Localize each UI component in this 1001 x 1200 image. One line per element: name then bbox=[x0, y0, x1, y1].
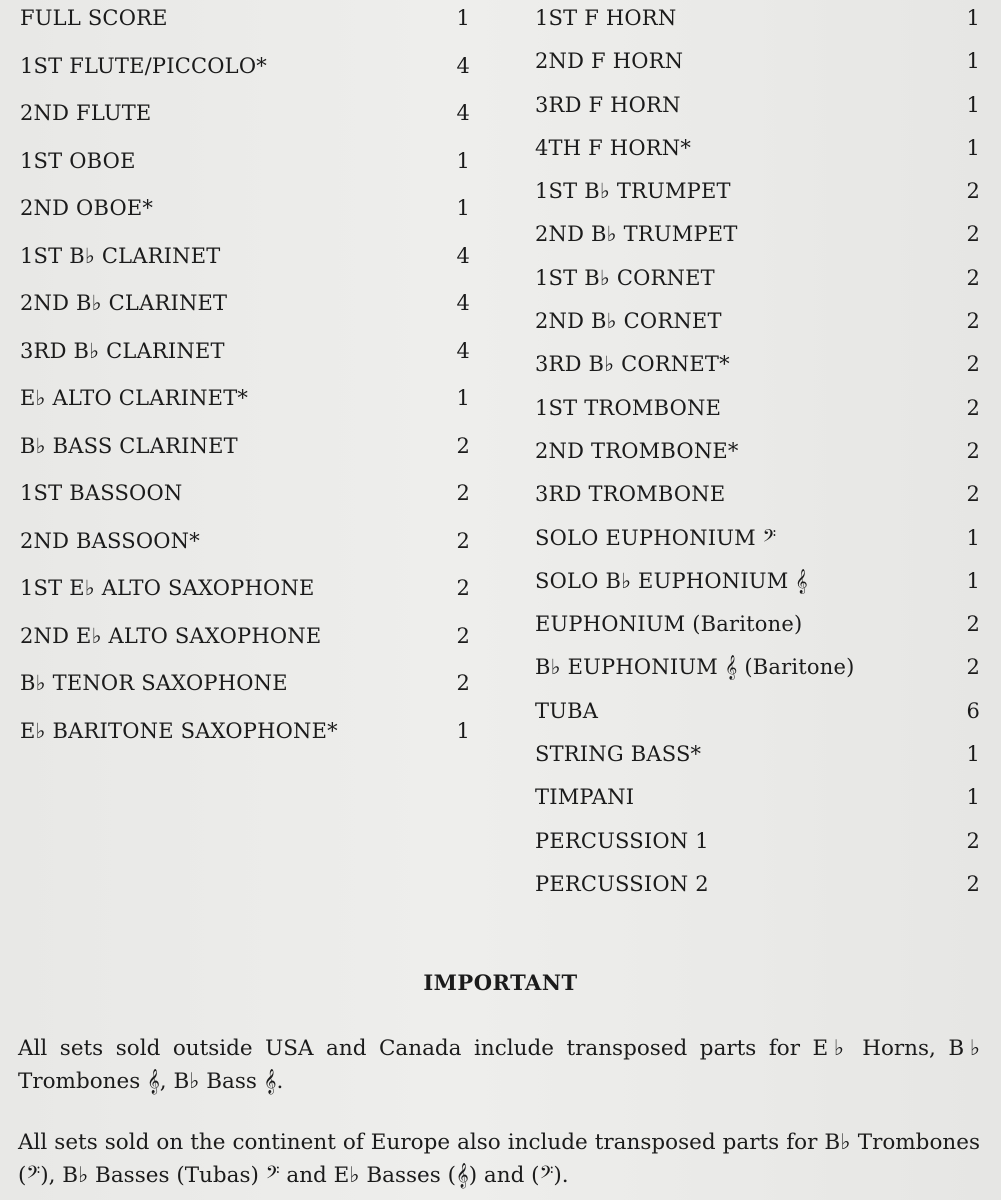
part-quantity: 2 bbox=[456, 671, 470, 695]
important-heading: IMPORTANT bbox=[423, 970, 578, 995]
notice-paragraph-2: All sets sold on the continent of Europe also include transposed parts for B♭ Trombones (𝄢), B♭ Basses (Tubas) 𝄢 and E♭ Basses (𝄞) and (𝄢). bbox=[18, 1130, 980, 1188]
part-row bbox=[20, 624, 470, 672]
part-name: FULL SCORE bbox=[20, 6, 168, 30]
part-row bbox=[20, 149, 470, 197]
part-row bbox=[535, 742, 980, 785]
part-row bbox=[535, 309, 980, 352]
part-name: 1ST B♭ TRUMPET bbox=[535, 179, 731, 204]
part-row bbox=[535, 222, 980, 265]
part-row bbox=[20, 6, 470, 54]
part-row bbox=[20, 671, 470, 719]
part-row bbox=[535, 699, 980, 742]
part-quantity: 2 bbox=[966, 655, 980, 680]
part-row bbox=[535, 612, 980, 655]
part-name: E♭ BARITONE SAXOPHONE* bbox=[20, 718, 338, 743]
part-name: 2ND TROMBONE* bbox=[535, 438, 739, 463]
part-quantity: 1 bbox=[966, 92, 980, 117]
part-row bbox=[20, 196, 470, 244]
part-row bbox=[20, 291, 470, 339]
part-name: 4TH F HORN* bbox=[535, 135, 692, 160]
part-row bbox=[20, 481, 470, 529]
part-row bbox=[535, 352, 980, 395]
part-name: 2ND B♭ TRUMPET bbox=[535, 222, 738, 247]
left-parts-column bbox=[20, 6, 470, 766]
part-name: EUPHONIUM (Baritone) bbox=[535, 612, 803, 637]
part-row bbox=[535, 396, 980, 439]
part-name: B♭ BASS CLARINET bbox=[20, 433, 238, 458]
part-name: 2ND B♭ CORNET bbox=[535, 309, 722, 334]
part-name: 3RD F HORN bbox=[535, 92, 681, 117]
part-name: PERCUSSION 1 bbox=[535, 828, 709, 853]
part-quantity: 1 bbox=[456, 6, 470, 30]
part-name: 3RD B♭ CORNET* bbox=[535, 352, 730, 377]
part-name: 1ST E♭ ALTO SAXOPHONE bbox=[20, 576, 315, 600]
part-row bbox=[535, 569, 980, 612]
part-row bbox=[535, 179, 980, 222]
part-row bbox=[20, 529, 470, 577]
part-row bbox=[535, 93, 980, 136]
part-row bbox=[535, 49, 980, 92]
part-row bbox=[20, 434, 470, 482]
part-quantity: 4 bbox=[456, 101, 470, 125]
part-quantity: 4 bbox=[456, 53, 470, 78]
part-quantity: 2 bbox=[456, 528, 470, 553]
part-quantity: 2 bbox=[966, 265, 980, 290]
part-name: 2ND BASSOON* bbox=[20, 528, 200, 553]
part-name: 2ND OBOE* bbox=[20, 196, 154, 220]
part-quantity: 1 bbox=[966, 568, 980, 593]
part-quantity: 2 bbox=[456, 433, 470, 458]
part-row bbox=[535, 655, 980, 698]
part-name: 3RD B♭ CLARINET bbox=[20, 338, 225, 363]
part-name: 1ST FLUTE/PICCOLO* bbox=[20, 53, 267, 78]
part-quantity: 2 bbox=[966, 871, 980, 896]
part-name: SOLO EUPHONIUM 𝄢 bbox=[535, 525, 777, 550]
part-quantity: 2 bbox=[456, 481, 470, 505]
part-quantity: 4 bbox=[456, 291, 470, 315]
part-quantity: 1 bbox=[966, 785, 980, 810]
part-quantity: 4 bbox=[456, 338, 470, 363]
part-name: 1ST F HORN bbox=[535, 6, 677, 30]
right-parts-column bbox=[535, 6, 980, 915]
part-quantity: 2 bbox=[456, 623, 470, 648]
part-quantity: 2 bbox=[966, 828, 980, 853]
part-row bbox=[535, 482, 980, 525]
part-name: TIMPANI bbox=[535, 785, 635, 810]
part-name: 2ND B♭ CLARINET bbox=[20, 291, 228, 315]
part-row bbox=[535, 266, 980, 309]
part-quantity: 1 bbox=[456, 148, 470, 173]
part-quantity: 1 bbox=[966, 742, 980, 767]
part-row bbox=[535, 136, 980, 179]
part-row bbox=[535, 872, 980, 915]
part-row bbox=[535, 526, 980, 569]
part-row bbox=[20, 576, 470, 624]
part-name: 1ST BASSOON bbox=[20, 481, 183, 505]
part-name: B♭ TENOR SAXOPHONE bbox=[20, 671, 288, 695]
part-quantity: 6 bbox=[966, 698, 980, 723]
part-quantity: 1 bbox=[966, 49, 980, 74]
part-quantity: 1 bbox=[966, 525, 980, 550]
part-name: PERCUSSION 2 bbox=[535, 871, 709, 896]
part-row bbox=[535, 439, 980, 482]
part-quantity: 2 bbox=[966, 438, 980, 463]
part-row bbox=[535, 785, 980, 828]
part-name: STRING BASS* bbox=[535, 742, 702, 767]
part-name: 1ST B♭ CLARINET bbox=[20, 243, 221, 268]
part-quantity: 2 bbox=[966, 482, 980, 507]
part-name: E♭ ALTO CLARINET* bbox=[20, 386, 249, 410]
part-name: SOLO B♭ EUPHONIUM 𝄞 bbox=[535, 568, 808, 593]
part-quantity: 2 bbox=[966, 352, 980, 377]
notice-paragraph-1: All sets sold outside USA and Canada include transposed parts for E♭ Horns, B♭ Trombones 𝄞, B♭ Bass 𝄞. bbox=[18, 1036, 980, 1094]
part-quantity: 1 bbox=[456, 718, 470, 743]
part-quantity: 1 bbox=[966, 6, 980, 30]
part-quantity: 1 bbox=[966, 135, 980, 160]
part-row bbox=[20, 54, 470, 102]
part-name: 3RD TROMBONE bbox=[535, 482, 726, 507]
part-quantity: 1 bbox=[456, 196, 470, 220]
part-quantity: 2 bbox=[966, 222, 980, 247]
part-quantity: 2 bbox=[456, 576, 470, 600]
part-quantity: 2 bbox=[966, 612, 980, 637]
part-name: 1ST OBOE bbox=[20, 148, 136, 173]
part-name: TUBA bbox=[535, 698, 599, 723]
part-row bbox=[20, 101, 470, 149]
part-name: 1ST TROMBONE bbox=[535, 395, 722, 420]
part-row bbox=[535, 6, 980, 49]
part-quantity: 1 bbox=[456, 386, 470, 410]
part-row bbox=[535, 829, 980, 872]
part-row bbox=[20, 719, 470, 767]
part-name: B♭ EUPHONIUM 𝄞 (Baritone) bbox=[535, 655, 855, 680]
part-quantity: 2 bbox=[966, 309, 980, 334]
part-name: 2ND E♭ ALTO SAXOPHONE bbox=[20, 623, 322, 648]
part-name: 2ND FLUTE bbox=[20, 101, 152, 125]
part-name: 2ND F HORN bbox=[535, 49, 684, 74]
part-name: 1ST B♭ CORNET bbox=[535, 265, 715, 290]
part-row bbox=[20, 244, 470, 292]
part-quantity: 2 bbox=[966, 179, 980, 204]
part-row bbox=[20, 339, 470, 387]
part-quantity: 4 bbox=[456, 243, 470, 268]
part-row bbox=[20, 386, 470, 434]
part-quantity: 2 bbox=[966, 395, 980, 420]
